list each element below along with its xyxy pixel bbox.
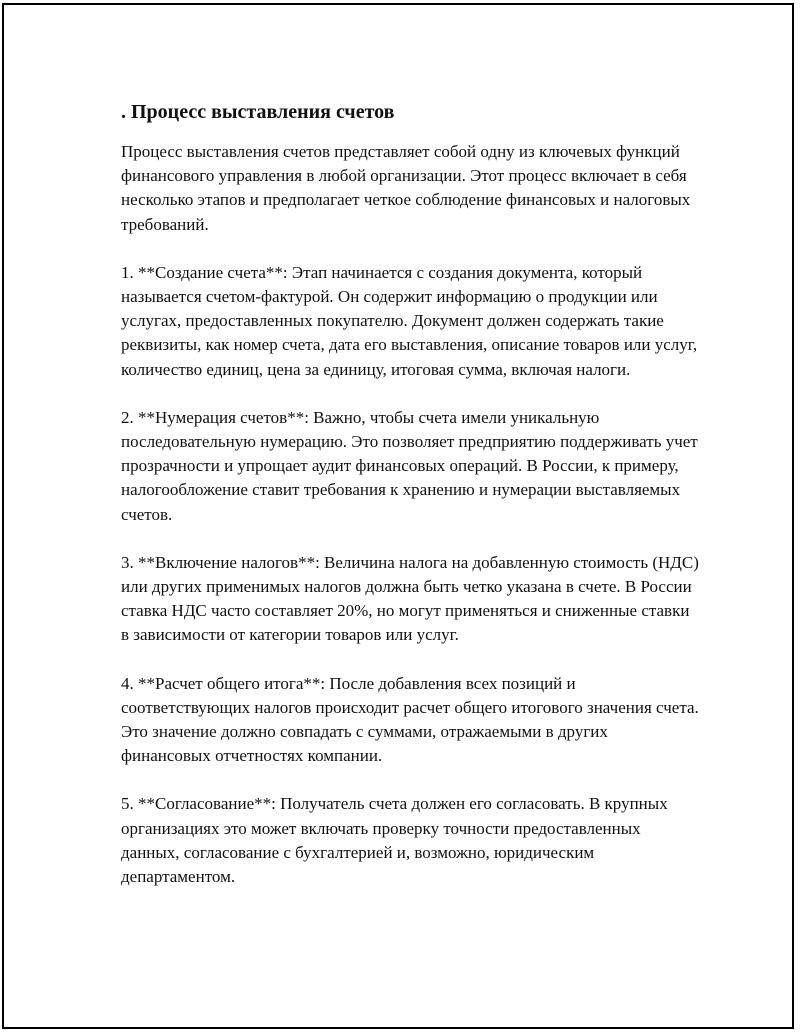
section-title: . Процесс выставления счетов xyxy=(121,101,395,123)
paragraph-step-4: 4. **Расчет общего итога**: После добавления всех позиций и соответствующих налогов происходит расчет общего итогового значения счета. Это значение должно совпадать с суммами, отражаемыми в других финансовых отчетностях компании. xyxy=(121,673,699,766)
document-page xyxy=(2,3,794,1029)
paragraph-step-1: 1. **Создание счета**: Этап начинается с создания документа, который называется счетом-фактурой. Он содержит информацию о продукции или услугах, предоставленных покупателю. Документ должен содержать такие реквизиты, как номер счета, дата его выставления, описание товаров или услуг, количество единиц, цена за единицу, итоговая сумма, включая налоги. xyxy=(121,262,698,379)
paragraph-intro: Процесс выставления счетов представляет собой одну из ключевых функций финансового управления в любой организации. Этот процесс включает в себя несколько этапов и предполагает четкое соблюдение финансовых и налоговых требований. xyxy=(121,142,691,234)
paragraph-step-2: 2. **Нумерация счетов**: Важно, чтобы счета имели уникальную последовательную нумерацию. Это позволяет предприятию поддерживать учет прозрачности и упрощает аудит финансовых операций. В России, к примеру, налогообложение ставит требования к хранению и нумерации выставляемых счетов. xyxy=(121,407,698,524)
paragraph-step-5: 5. **Согласование**: Получатель счета должен его согласовать. В крупных организациях это может включать проверку точности предоставленных данных, согласование с бухгалтерией и, возможно, юридическим департаментом. xyxy=(121,794,668,887)
paragraph-step-3: 3. **Включение налогов**: Величина налога на добавленную стоимость (НДС) или других применимых налогов должна быть четко указана в счете. В России ставка НДС часто составляет 20%, но могут применяться и сниженные ставки в зависимости от категории товаров или услуг. xyxy=(121,552,699,645)
document-content xyxy=(121,98,701,913)
